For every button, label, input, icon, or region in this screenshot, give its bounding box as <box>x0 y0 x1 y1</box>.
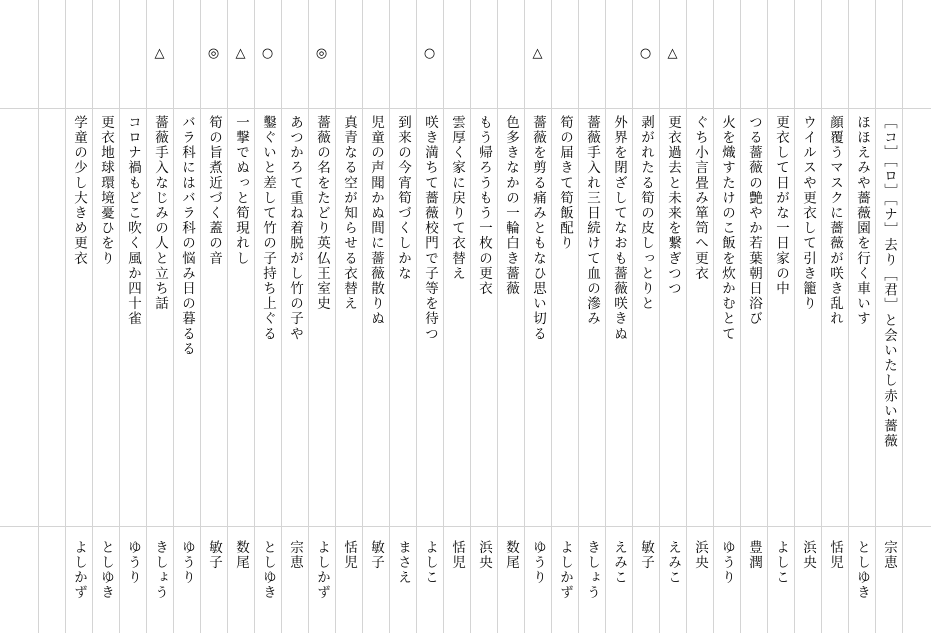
author-cell[interactable]: 数尾 <box>233 540 249 571</box>
haiku-cell[interactable]: 児童の声聞かぬ間に薔薇散りぬ <box>368 115 384 327</box>
haiku-cell[interactable]: コロナ禍もどこ吹く風か四十雀 <box>125 115 141 327</box>
author-cell[interactable]: 敏子 <box>206 540 222 571</box>
author-cell[interactable]: 恬児 <box>449 540 465 571</box>
haiku-cell[interactable]: 剥がれたる筍の皮しっとりと <box>638 115 654 312</box>
haiku-cell[interactable]: 薔薇手入れ三日続けて血の滲み <box>584 115 600 327</box>
haiku-cell[interactable]: 筍の旨煮近づく蓋の音 <box>206 115 222 266</box>
author-cell[interactable]: 宗恵 <box>881 540 897 571</box>
haiku-cell[interactable]: 更衣過去と未来を繋ぎつつ <box>665 115 681 297</box>
haiku-cell[interactable]: 顔覆うマスクに薔薇が咲き乱れ <box>827 115 843 327</box>
haiku-cell[interactable]: 色多きなかの一輪白き薔薇 <box>503 115 519 297</box>
rating-mark[interactable]: ○ <box>423 46 436 61</box>
author-cell[interactable]: 恬児 <box>341 540 357 571</box>
author-cell[interactable]: ゆうり <box>179 540 195 586</box>
grid-column-line <box>902 0 903 633</box>
haiku-cell[interactable]: 筍の届きて筍飯配り <box>557 115 573 251</box>
rating-mark[interactable]: ○ <box>639 46 652 61</box>
author-cell[interactable]: ゆうり <box>530 540 546 586</box>
author-cell[interactable]: ゆうり <box>125 540 141 586</box>
haiku-cell[interactable]: 鑿ぐいと差して竹の子持ち上ぐる <box>260 115 276 342</box>
grid-row-line <box>0 526 931 527</box>
author-cell[interactable]: きしょう <box>584 540 600 601</box>
haiku-cell[interactable]: 火を熾すたけのこ飯を炊かむとて <box>719 115 735 342</box>
haiku-cell[interactable]: もう帰ろうもう一枚の更衣 <box>476 115 492 297</box>
author-cell[interactable]: としゆき <box>854 540 870 601</box>
rating-mark[interactable]: △ <box>667 46 678 61</box>
haiku-cell[interactable]: 薔薇の名をたどり英仏王室史 <box>314 115 330 312</box>
author-cell[interactable]: としゆき <box>260 540 276 601</box>
author-cell[interactable]: 豊潤 <box>746 540 762 571</box>
haiku-cell[interactable]: 一撃でぬっと筍現れし <box>233 115 249 266</box>
author-cell[interactable]: よしこ <box>422 540 438 586</box>
haiku-cell[interactable]: ぐち小言畳み箪笥へ更衣 <box>692 115 708 282</box>
author-cell[interactable]: えみこ <box>665 540 681 586</box>
rating-mark[interactable]: △ <box>154 46 165 61</box>
author-cell[interactable]: 浜央 <box>692 540 708 571</box>
author-cell[interactable]: 恬児 <box>827 540 843 571</box>
author-cell[interactable]: えみこ <box>611 540 627 586</box>
author-cell[interactable]: きしょう <box>152 540 168 601</box>
author-cell[interactable]: 敏子 <box>638 540 654 571</box>
grid-row-line <box>0 108 931 109</box>
haiku-cell[interactable]: ［コ］［ロ］［ナ］去り［君］と会いたし赤い薔薇 <box>881 115 897 449</box>
author-cell[interactable]: としゆき <box>98 540 114 601</box>
rating-mark[interactable]: ◎ <box>315 46 328 61</box>
author-cell[interactable]: 敏子 <box>368 540 384 571</box>
haiku-cell[interactable]: 更衣地球環境憂ひをり <box>98 115 114 266</box>
rating-mark[interactable]: △ <box>235 46 246 61</box>
grid-column-line <box>38 0 39 633</box>
haiku-cell[interactable]: 到来の今宵筍づくしかな <box>395 115 411 282</box>
author-cell[interactable]: よしかず <box>71 540 87 601</box>
author-cell[interactable]: 数尾 <box>503 540 519 571</box>
haiku-cell[interactable]: 外界を閉ざしてなおも薔薇咲きぬ <box>611 115 627 342</box>
haiku-cell[interactable]: バラ科にはバラ科の悩み日の暮るる <box>179 115 195 357</box>
haiku-cell[interactable]: 咲き満ちて薔薇校門で子等を待つ <box>422 115 438 342</box>
haiku-cell[interactable]: 雲厚く家に戻りて衣替え <box>449 115 465 282</box>
haiku-cell[interactable]: 薔薇を剪る痛みともなひ思い切る <box>530 115 546 342</box>
haiku-cell[interactable]: あつかろて重ね着脱がし竹の子や <box>287 115 303 342</box>
author-cell[interactable]: まさえ <box>395 540 411 586</box>
haiku-cell[interactable]: つる薔薇の艶やか若葉朝日浴び <box>746 115 762 327</box>
author-cell[interactable]: 浜央 <box>800 540 816 571</box>
author-cell[interactable]: よしかず <box>557 540 573 601</box>
rating-mark[interactable]: ◎ <box>207 46 220 61</box>
haiku-cell[interactable]: 更衣して日がな一日家の中 <box>773 115 789 297</box>
author-cell[interactable]: よしかず <box>314 540 330 601</box>
rating-mark[interactable]: △ <box>532 46 543 61</box>
rating-mark[interactable]: ○ <box>261 46 274 61</box>
author-cell[interactable]: 宗恵 <box>287 540 303 571</box>
author-cell[interactable]: 浜央 <box>476 540 492 571</box>
haiku-cell[interactable]: 薔薇手入なじみの人と立ち話 <box>152 115 168 312</box>
author-cell[interactable]: よしこ <box>773 540 789 586</box>
haiku-cell[interactable]: ウイルスや更衣して引き籠り <box>800 115 816 312</box>
author-cell[interactable]: ゆうり <box>719 540 735 586</box>
haiku-cell[interactable]: 真青なる空が知らせる衣替え <box>341 115 357 312</box>
haiku-cell[interactable]: 学童の少し大きめ更衣 <box>71 115 87 266</box>
haiku-cell[interactable]: ほほえみや薔薇園を行く車いす <box>854 115 870 327</box>
